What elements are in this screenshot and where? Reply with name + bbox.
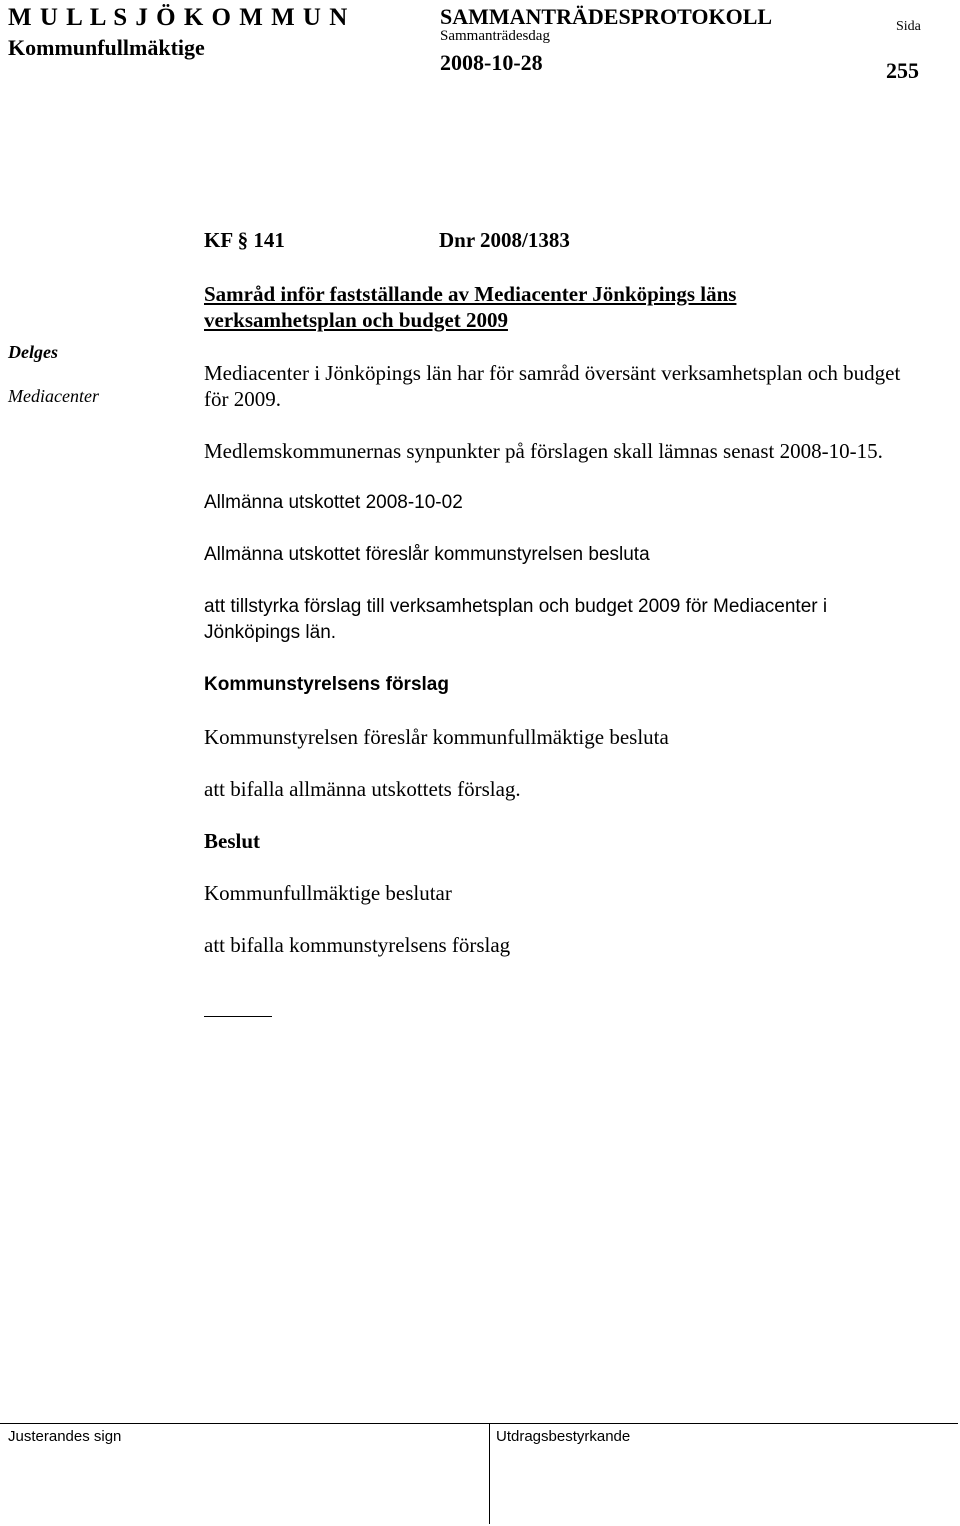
certification-label: Utdragsbestyrkande — [496, 1428, 631, 1445]
matter-title: Samråd inför fastställande av Mediacenter Jönköpings läns verksamhetsplan och budget 2009 — [204, 282, 737, 332]
decision-text: att bifalla kommunstyrelsens förslag — [204, 933, 511, 957]
paragraph-intro: Mediacenter i Jönköpings län har för samråd översänt verksamhetsplan och budget för 2009. — [204, 361, 901, 411]
document-type: SAMMANTRÄDESPROTOKOLL — [440, 4, 773, 29]
dnr-number: Dnr 2008/1383 — [439, 228, 570, 252]
meeting-date-label: Sammanträdesdag — [440, 28, 550, 44]
committee-heading: Allmänna utskottet 2008-10-02 — [204, 492, 463, 513]
board-proposal: att bifalla allmänna utskottets förslag. — [204, 777, 521, 801]
distribution-heading: Delges — [8, 342, 58, 362]
organization-name: M U L L S J Ö K O M M U N — [8, 4, 349, 31]
board-proposal-intro: Kommunstyrelsen föreslår kommunfullmäktige besluta — [204, 725, 669, 749]
distribution-recipient: Mediacenter — [8, 386, 99, 406]
adjuster-signature-label: Justerandes sign — [8, 1428, 122, 1445]
page-label: Sida — [896, 19, 921, 34]
committee-proposal: att tillstyrka förslag till verksamhetsplan och budget 2009 för Mediacenter i Jönköpings län. — [204, 596, 828, 643]
paragraph-deadline: Medlemskommunernas synpunkter på förslagen skall lämnas senast 2008-10-15. — [204, 439, 883, 463]
decision-heading: Beslut — [204, 829, 261, 853]
assembly-name: Kommunfullmäktige — [8, 35, 205, 60]
board-proposal-heading: Kommunstyrelsens förslag — [204, 674, 449, 695]
end-divider — [204, 1016, 272, 1017]
footer-rule — [0, 1423, 958, 1424]
decision-intro: Kommunfullmäktige beslutar — [204, 881, 452, 905]
page-number: 255 — [886, 58, 919, 83]
meeting-date: 2008-10-28 — [440, 50, 543, 75]
footer-divider — [489, 1423, 490, 1524]
committee-proposal-heading: Allmänna utskottet föreslår kommunstyrelsen besluta — [204, 544, 650, 565]
case-number: KF § 141 — [204, 228, 285, 252]
main-content — [204, 360, 904, 958]
